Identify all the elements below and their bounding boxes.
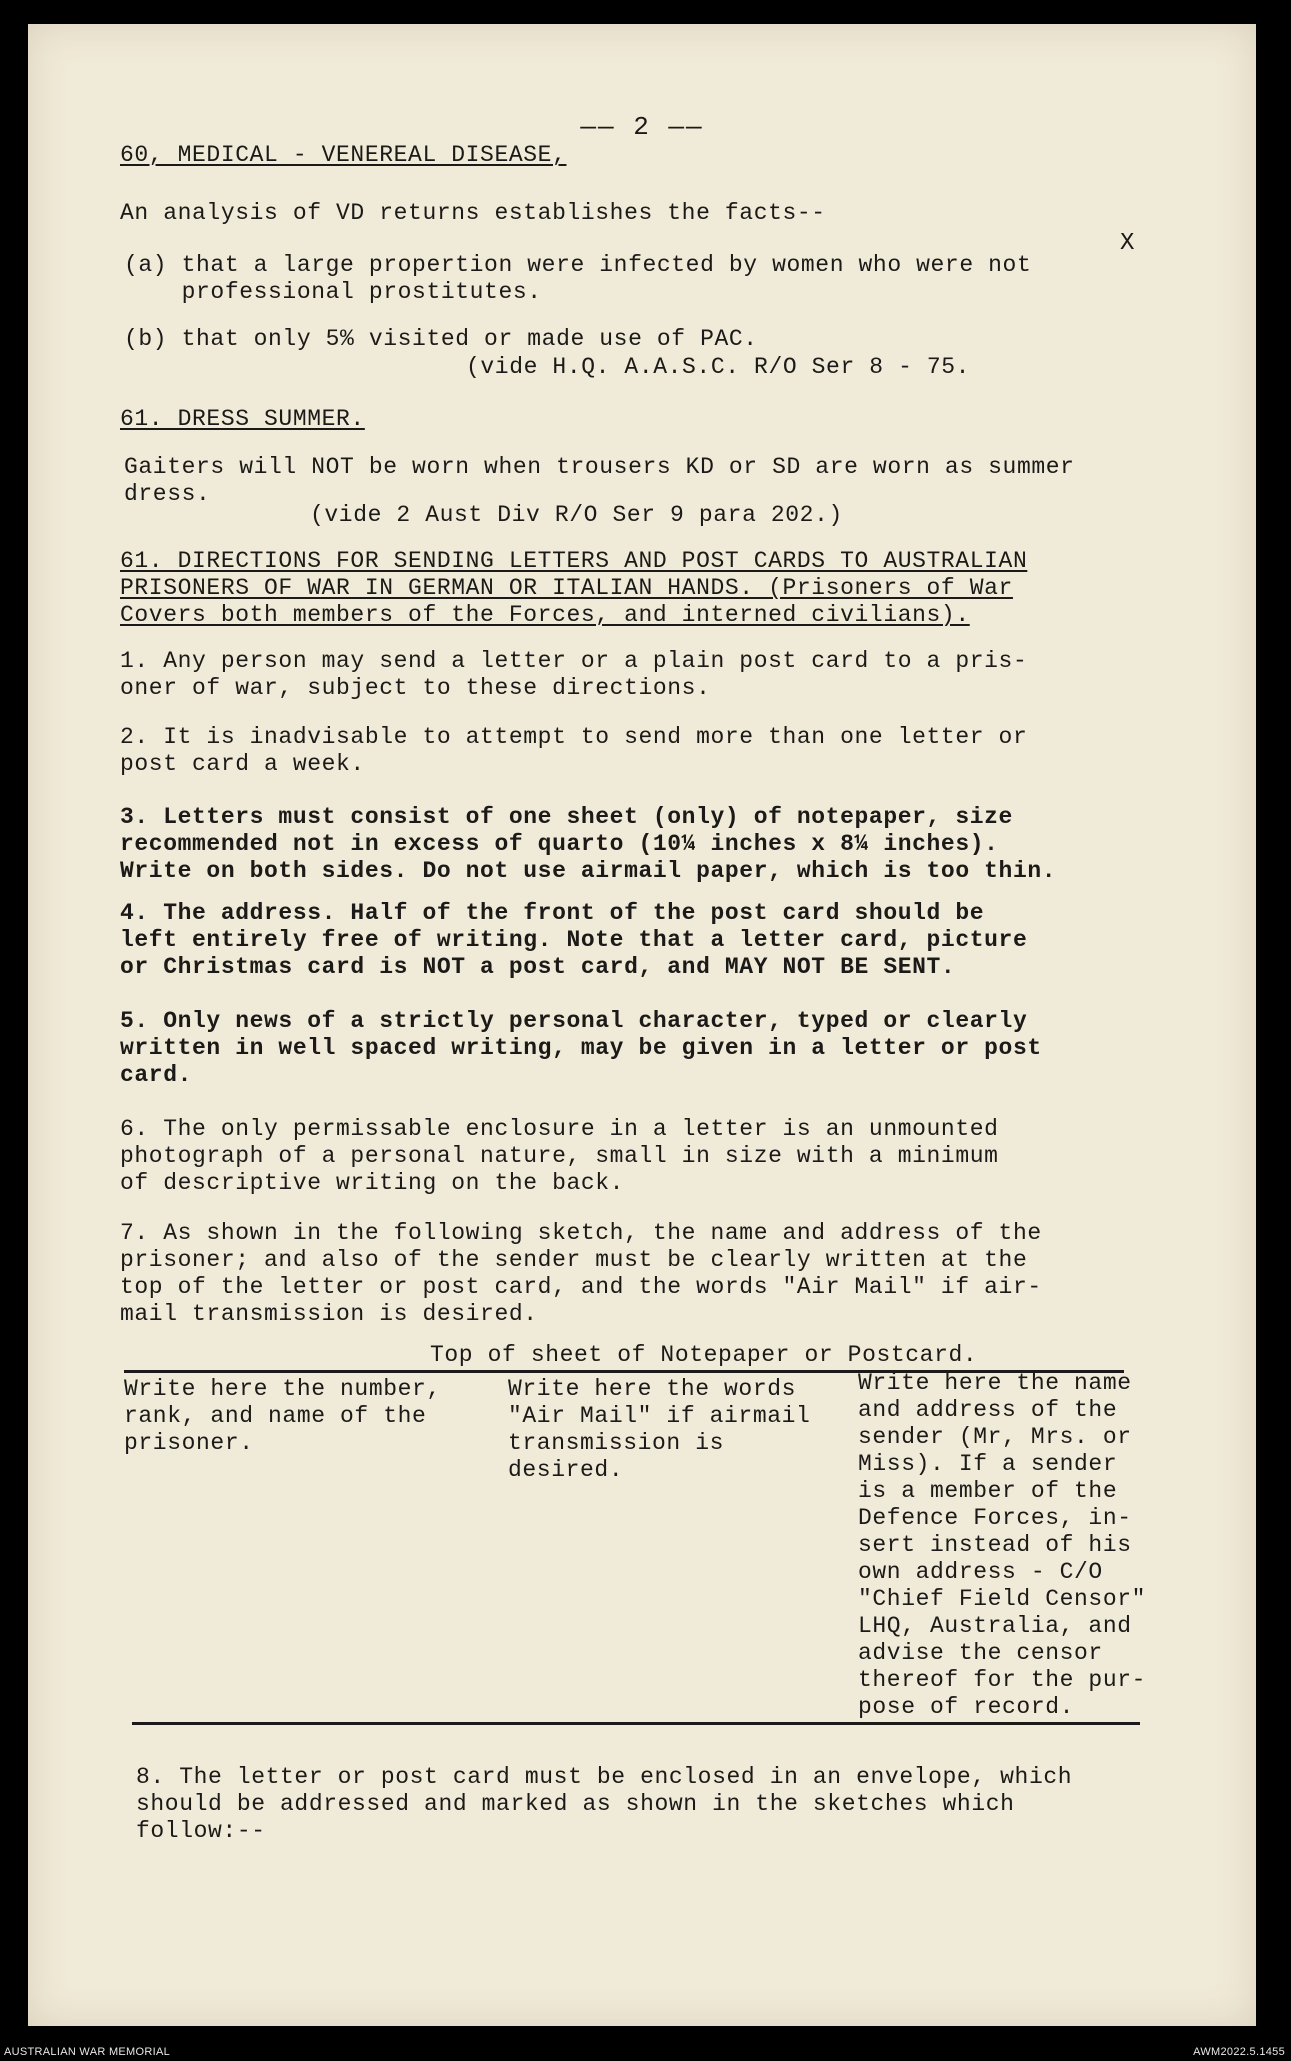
section-61-heading: 61. DRESS SUMMER. [120,406,365,432]
direction-item-2: 2. It is inadvisable to attempt to send more than one letter or post card a week. [120,724,1028,777]
direction-item-5: 5. Only news of a strictly personal character, typed or clearly written in well spaced writing, may be given in a letter or post card. [120,1008,1042,1088]
document-page [28,24,1256,2026]
sketch-column-prisoner: Write here the number, rank, and name of the prisoner. [124,1376,441,1456]
section-60-item-a: (a) that a large propertion were infected by women who were not professional prostitutes. [124,252,1032,305]
sketch-title: Top of sheet of Notepaper or Postcard. [430,1342,978,1368]
direction-item-3: 3. Letters must consist of one sheet (only) of notepaper, size recommended not in excess of quarto (10¼ inches x 8¼ inches). Write on both sides. Do not use airmail paper, which is too thin. [120,804,1057,884]
footer-institution: AUSTRALIAN WAR MEMORIAL [4,2046,171,2058]
direction-item-1: 1. Any person may send a letter or a plain post card to a pris- oner of war, subject to these directions. [120,648,1028,701]
margin-x-mark: X [1120,230,1135,257]
section-61-body: Gaiters will NOT be worn when trousers KD or SD are worn as summer dress. [124,454,1075,507]
direction-item-7: 7. As shown in the following sketch, the name and address of the prisoner; and also of the sender must be clearly written at the top of the letter or post card, and the words "Air Mail" if air- mail transmission is desired. [120,1220,1042,1327]
footer-accession-number: AWM2022.5.1455 [1193,2046,1285,2058]
sketch-column-air-mail: Write here the words "Air Mail" if airmail transmission is desired. [508,1376,811,1483]
section-60-heading: 60, MEDICAL - VENEREAL DISEASE, [120,142,567,168]
section-directions-heading: 61. DIRECTIONS FOR SENDING LETTERS AND POST CARDS TO AUSTRALIAN PRISONERS OF WAR IN GERMAN OR ITALIAN HANDS. (Prisoners of War Covers both members of the Forces, and interned civilians). [120,548,1028,628]
page-number: —— 2 —— [580,112,704,142]
sketch-column-sender: Write here the name and address of the sender (Mr, Mrs. or Miss). If a sender is a member of the Defence Forces, in- sert instead of his own address - C/O "Chief Field Censor" LHQ, Australia, and advise the censor thereof for the pur- pose of record. [858,1370,1147,1720]
section-60-item-b: (b) that only 5% visited or made use of PAC. [124,326,758,352]
sketch-bottom-rule [132,1722,1140,1725]
section-60-intro: An analysis of VD returns establishes the facts-- [120,200,826,226]
direction-item-4: 4. The address. Half of the front of the post card should be left entirely free of writing. Note that a letter card, picture or Christmas card is NOT a post card, and MAY NOT BE SENT. [120,900,1028,980]
section-61-reference: (vide 2 Aust Div R/O Ser 9 para 202.) [310,502,843,528]
direction-item-6: 6. The only permissable enclosure in a letter is an unmounted photograph of a personal nature, small in size with a minimum of descriptive writing on the back. [120,1116,999,1196]
section-60-reference: (vide H.Q. A.A.S.C. R/O Ser 8 - 75. [466,354,971,380]
direction-item-8: 8. The letter or post card must be enclosed in an envelope, which should be addressed and marked as shown in the sketches which follow:-- [136,1764,1073,1844]
